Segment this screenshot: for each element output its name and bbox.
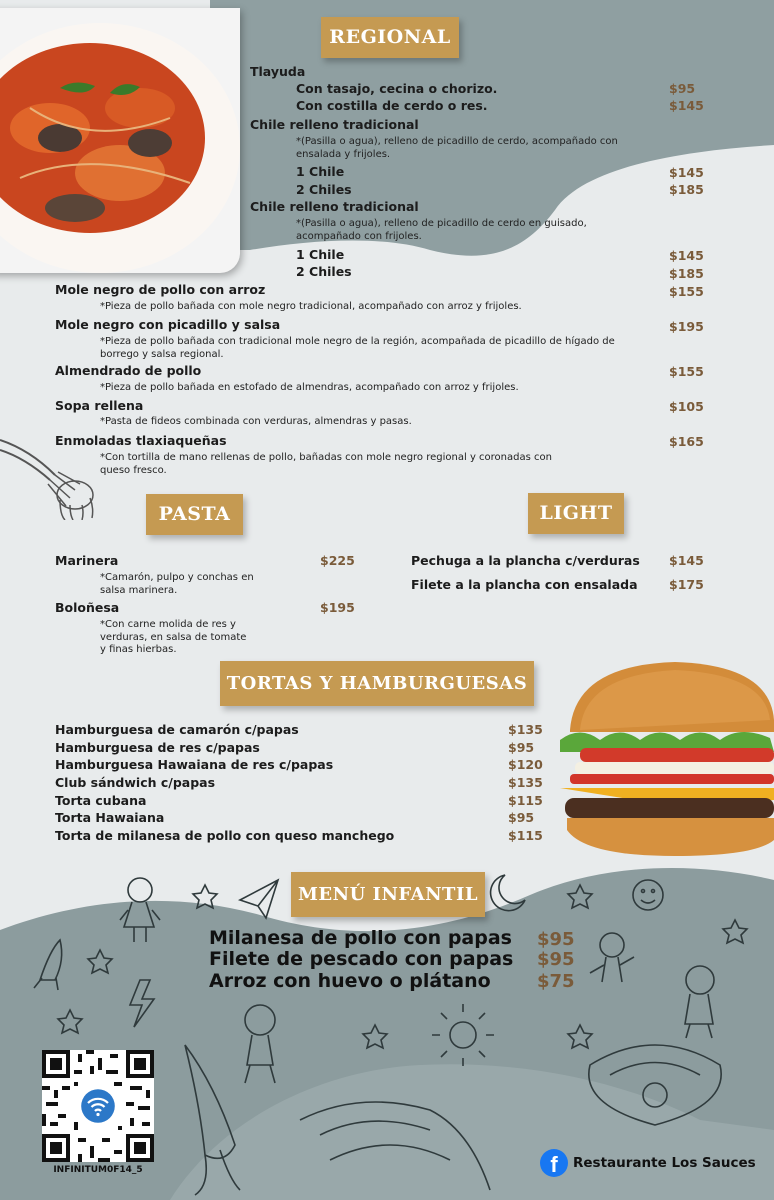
menu-item-name: Sopa rellena (55, 398, 144, 413)
light-item-price: $145 (669, 553, 704, 568)
wifi-code-label: INFINITUM0F14_5 (53, 1165, 143, 1175)
light-item-name: Pechuga a la plancha c/verduras (411, 553, 640, 568)
menu-item-desc: *Pieza de pollo bañada con mole negro tradicional, acompañado con arroz y frijoles. (100, 301, 522, 312)
tortas-item-name: Club sándwich c/papas (55, 775, 216, 790)
pasta-item-name: Marinera (55, 553, 119, 568)
tortas-item-price: $135 (508, 722, 543, 737)
infantil-item-price: $75 (537, 971, 575, 992)
facebook-label: Restaurante Los Sauces (573, 1155, 756, 1171)
chile-relleno-desc: *(Pasilla o agua), relleno de picadillo de cerdo en guisado, acompañado con frijoles. (296, 218, 587, 242)
pasta-title: PASTA (158, 503, 231, 525)
light-banner (528, 493, 624, 534)
facebook-link[interactable] (540, 1148, 756, 1178)
menu-item-name: Almendrado de pollo (55, 363, 202, 378)
chile-relleno-desc: *(Pasilla o agua), relleno de picadillo de cerdo, acompañado con ensalada y frijoles. (296, 136, 618, 160)
tortas-item-name: Hamburguesa de res c/papas (55, 740, 260, 755)
chile-option-price: $185 (669, 182, 704, 197)
tortas-item-name: Torta de milanesa de pollo con queso manchego (55, 828, 395, 843)
facebook-icon: f (540, 1149, 568, 1177)
menu-item-price: $105 (669, 399, 704, 414)
tortas-item-name: Hamburguesa de camarón c/papas (55, 722, 299, 737)
menu-item-desc: *Pieza de pollo bañada en estofado de almendras, acompañado con arroz y frijoles. (100, 382, 519, 393)
chile-relleno-name: Chile relleno tradicional (250, 117, 419, 132)
tlayuda-option-price: $145 (669, 98, 704, 113)
menu-item-name: Mole negro de pollo con arroz (55, 282, 266, 297)
pasta-item-desc: *Con carne molida de res y verduras, en salsa de tomate y finas hierbas. (100, 619, 247, 655)
menu-item-price: $155 (669, 364, 704, 379)
infantil-title: MENÚ INFANTIL (297, 884, 479, 905)
tlayuda-option: Con tasajo, cecina o chorizo. (296, 81, 498, 96)
tortas-item-name: Torta Hawaiana (55, 810, 165, 825)
tlayuda-option: Con costilla de cerdo o res. (296, 98, 488, 113)
chile-option-price: $145 (669, 248, 704, 263)
chile-option-price: $185 (669, 266, 704, 281)
pasta-item-name: Boloñesa (55, 600, 120, 615)
chile-relleno-name: Chile relleno tradicional (250, 199, 419, 214)
chile-option: 2 Chiles (296, 264, 352, 279)
tortas-item-price: $95 (508, 810, 535, 825)
pasta-banner (146, 494, 243, 535)
tortas-item-price: $95 (508, 740, 535, 755)
tlayuda-option-price: $95 (669, 81, 696, 96)
pasta-plate-photo (0, 8, 240, 273)
pasta-item-price: $225 (320, 553, 355, 568)
tortas-item-name: Hamburguesa Hawaiana de res c/papas (55, 757, 334, 772)
tlayuda-name: Tlayuda (250, 64, 306, 79)
infantil-item-name: Milanesa de pollo con papas (209, 927, 512, 949)
wifi-icon (83, 1092, 113, 1120)
menu-item-name: Mole negro con picadillo y salsa (55, 317, 281, 332)
tortas-item-price: $115 (508, 828, 543, 843)
tortas-banner (220, 661, 534, 706)
light-title: LIGHT (539, 502, 613, 524)
tortas-item-price: $120 (508, 757, 543, 772)
regional-title: REGIONAL (329, 26, 451, 48)
menu-item-name: Enmoladas tlaxiaqueñas (55, 433, 227, 448)
tortas-title: TORTAS Y HAMBURGUESAS (226, 673, 528, 694)
tortas-item-name: Torta cubana (55, 793, 147, 808)
chile-option-price: $145 (669, 165, 704, 180)
infantil-item-price: $95 (537, 949, 575, 970)
menu-item-desc: *Con tortilla de mano rellenas de pollo, bañadas con mole negro regional y coronadas con queso fresco. (100, 452, 552, 476)
chile-option: 2 Chiles (296, 182, 352, 197)
burger-photo (555, 660, 774, 860)
tortas-item-price: $135 (508, 775, 543, 790)
light-item-name: Filete a la plancha con ensalada (411, 577, 638, 592)
chile-option: 1 Chile (296, 247, 345, 262)
infantil-banner (291, 872, 485, 917)
infantil-item-price: $95 (537, 929, 575, 950)
menu-item-price: $155 (669, 284, 704, 299)
regional-banner (321, 17, 459, 58)
infantil-item-name: Arroz con huevo o plátano (209, 970, 491, 992)
pasta-item-desc: *Camarón, pulpo y conchas en salsa marinera. (100, 572, 254, 596)
menu-item-desc: *Pasta de fideos combinada con verduras, almendras y pasas. (100, 416, 412, 427)
infantil-item-name: Filete de pescado con papas (209, 948, 514, 970)
tortas-item-price: $115 (508, 793, 543, 808)
chile-option: 1 Chile (296, 164, 345, 179)
wifi-qr-code[interactable] (42, 1050, 154, 1162)
menu-item-price: $195 (669, 319, 704, 334)
menu-item-desc: *Pieza de pollo bañada con tradicional mole negro de la región, acompañada de picadillo de hígado de borrego y salsa regional. (100, 336, 615, 360)
light-item-price: $175 (669, 577, 704, 592)
menu-item-price: $165 (669, 434, 704, 449)
pasta-item-price: $195 (320, 600, 355, 615)
